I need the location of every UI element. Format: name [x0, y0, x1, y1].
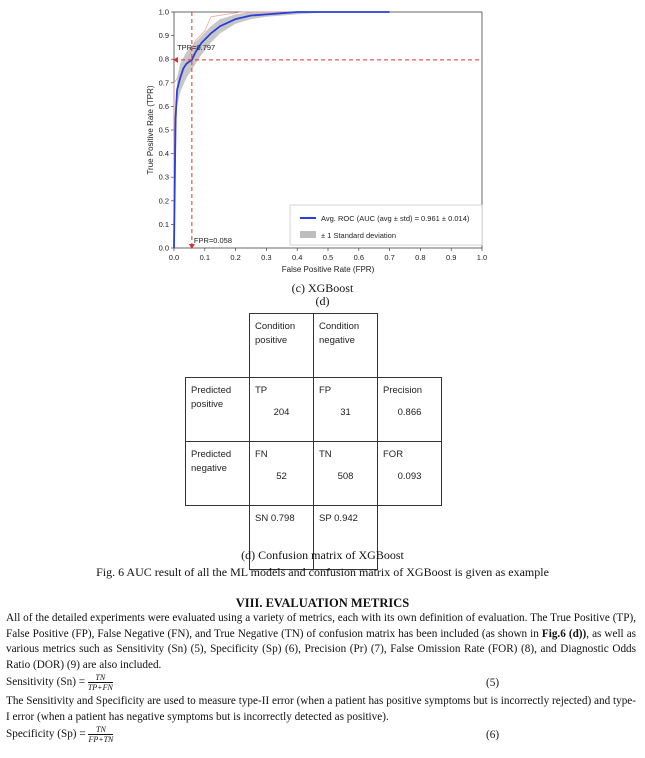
y-tick-label: 0.6: [158, 101, 169, 111]
legend-band-label: ± 1 Standard deviation: [321, 231, 396, 240]
figure-caption: Fig. 6 AUC result of all the ML models and confusion matrix of XGBoost is given as example: [96, 565, 549, 579]
eq6-number: (6): [486, 729, 500, 741]
precision-value: 0.866: [397, 407, 422, 418]
cell-precision: [378, 378, 442, 442]
subfigure-c-caption: (c) XGBoost: [291, 281, 354, 295]
fp-label: FP: [319, 385, 332, 396]
y-tick-label: 0.5: [158, 125, 169, 135]
y-tick-label: 0.8: [158, 54, 169, 64]
x-tick-label: 0.8: [415, 253, 426, 262]
legend-series-label: Avg. ROC (AUC (avg ± std) = 0.961 ± 0.014): [321, 214, 470, 223]
paragraph-1-end: , as well as various metrics such as Sensitivity (Sn) (5), Specificity (Sp) (6), Precision (Pr) (7), False Omission Rate (FOR) (8), and Diagnostic Odds Ratio (DOR) (9) are also included.: [6, 627, 637, 671]
cell-tp: [250, 378, 314, 442]
eq5-denominator: TP+FN: [87, 683, 113, 692]
x-tick-label: 0.4: [291, 253, 303, 262]
y-tick-label: 1.0: [158, 7, 169, 17]
eq5-fraction: [88, 673, 113, 692]
row-predicted-negative: Predicted negative: [186, 442, 250, 506]
for-label: FOR: [383, 449, 404, 460]
eq5-label: Sensitivity (Sn) =: [6, 676, 86, 689]
y-tick-label: 0.9: [158, 31, 169, 41]
equation-6: [6, 725, 636, 744]
x-tick-label: 0.7: [384, 253, 395, 262]
cell-fn: [250, 442, 314, 506]
x-tick-label: 0.1: [199, 253, 211, 262]
x-tick-label: 0.6: [353, 253, 365, 262]
y-tick-label: 0.0: [158, 243, 169, 253]
x-tick-label: 0.9: [445, 253, 457, 262]
cell-fp: [314, 378, 378, 442]
x-tick-label: 0.0: [168, 253, 180, 262]
section-heading: VIII. EVALUATION METRICS: [235, 596, 410, 610]
tn-value: 508: [337, 471, 354, 482]
header-condition-negative: Condition negative: [314, 314, 378, 378]
row-predicted-positive: Predicted positive: [186, 378, 250, 442]
cell-specificity: SP 0.942: [314, 506, 378, 570]
tp-label: TP: [255, 385, 268, 396]
x-tick-label: 1.0: [476, 253, 488, 262]
y-tick-label: 0.3: [158, 172, 169, 182]
fn-label: FN: [255, 449, 268, 460]
x-axis-label: False Positive Rate (FPR): [281, 265, 375, 274]
cell-for: [378, 442, 442, 506]
y-axis-label: True Positive Rate (TPR): [146, 85, 155, 175]
x-tick-label: 0.2: [230, 253, 241, 262]
eq6-denominator: FP+TN: [88, 735, 114, 744]
confusion-matrix: [185, 313, 442, 570]
fpr-annotation: FPR=0.058: [193, 236, 233, 245]
x-tick-label: 0.5: [322, 253, 334, 262]
chart-legend: [290, 205, 482, 245]
cell-tn: [314, 442, 378, 506]
y-tick-label: 0.4: [158, 149, 169, 159]
roc-chart: [140, 0, 500, 282]
y-tick-label: 0.2: [158, 196, 169, 206]
paragraph-1-start: All of the detailed experiments were evaluated using a variety of metrics, each with its own definition of evaluation. The True Positive (TP), False Positive (FP), False Negative (FN), and True Negative (TN) of confusion matrix has been included (as shown in: [6, 612, 636, 640]
header-condition-positive: Condition positive: [250, 314, 314, 378]
eq6-numerator: TN: [88, 725, 113, 735]
legend-band-swatch: [300, 231, 316, 238]
figure-reference: Fig.6 (d)): [541, 627, 587, 640]
for-value: 0.093: [397, 471, 422, 482]
tp-value: 204: [273, 407, 290, 418]
equation-5: [6, 673, 636, 692]
subfigure-d-caption: (d) Confusion matrix of XGBoost: [241, 548, 404, 562]
precision-label: Precision: [383, 385, 423, 396]
fn-value: 52: [276, 471, 287, 482]
tn-label: TN: [319, 449, 332, 460]
eq6-label: Specificity (Sp) =: [6, 728, 86, 741]
eq5-numerator: TN: [88, 673, 113, 683]
x-tick-label: 0.3: [261, 253, 272, 262]
eq6-fraction: [88, 725, 113, 744]
tpr-annotation: TPR=0.797: [177, 42, 216, 52]
y-tick-label: 0.7: [158, 78, 169, 88]
paragraph-2: The Sensitivity and Specificity are used to measure type-II error (when a patient has positive symptoms but is incorrectly rejected) and type-I error (when a patient has negative symptoms but is incorrectly detected as positive).: [6, 695, 636, 723]
eq5-number: (5): [486, 677, 500, 689]
cell-sensitivity: SN 0.798: [250, 506, 314, 570]
y-tick-label: 0.1: [158, 219, 169, 229]
fp-value: 31: [340, 407, 351, 418]
paragraph-1: [6, 611, 636, 673]
subfigure-d-label: (d): [315, 294, 330, 308]
